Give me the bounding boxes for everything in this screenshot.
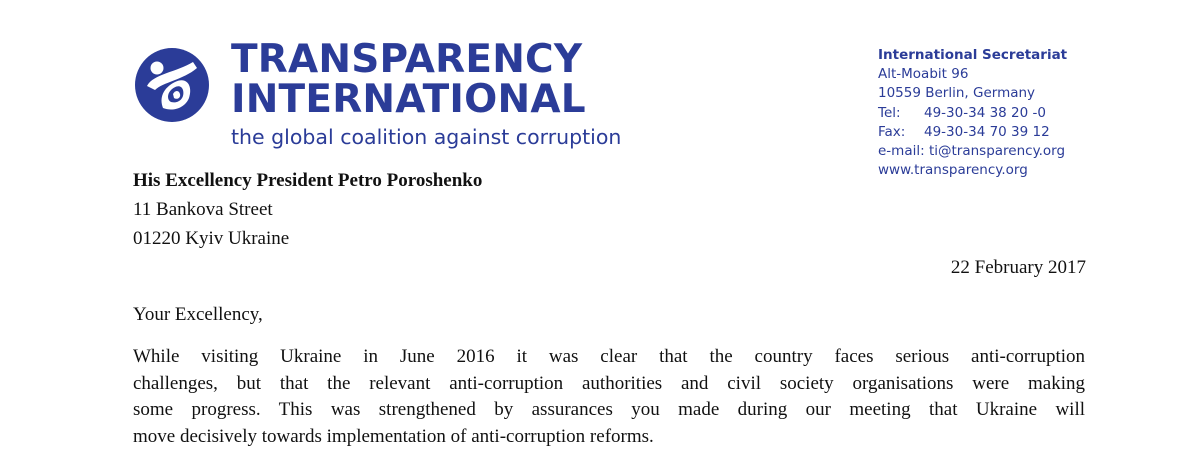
ti-figure-logo-icon: [133, 46, 211, 124]
letter-date: 22 February 2017: [950, 257, 1086, 278]
body-paragraph: [133, 344, 1085, 450]
recipient-street: 11 Bankova Street: [133, 199, 273, 220]
body-line-1: While visiting Ukraine in June 2016 it was clear that the country faces serious anti-corruption: [133, 346, 1085, 367]
sender-tel: [878, 104, 1067, 123]
sender-fax-value: 49-30-34 70 39 12: [924, 123, 1050, 140]
sender-street: Alt-Moabit 96: [878, 66, 969, 83]
sender-org: International Secretariat: [878, 47, 1068, 63]
sender-city: 10559 Berlin, Germany: [878, 85, 1036, 102]
recipient-address: [133, 166, 482, 253]
recipient-name: His Excellency President Petro Poroshenko: [133, 170, 483, 191]
body-line-2: challenges, but that the relevant anti-corruption authorities and civil society organisations were making: [133, 372, 1085, 394]
sender-tel-label: Tel:: [878, 104, 901, 121]
sender-fax: [878, 123, 1067, 142]
sender-tel-value: 49-30-34 38 20 -0: [924, 104, 1046, 121]
brand-tagline: the global coalition against corruption: [231, 125, 622, 149]
body-line-4: move decisively towards implementation of anti-corruption reforms.: [133, 425, 654, 447]
brand-block: [231, 37, 622, 150]
recipient-city: 01220 Kyiv Ukraine: [133, 228, 290, 249]
salutation: Your Excellency,: [133, 304, 263, 325]
sender-fax-label: Fax:: [878, 123, 906, 140]
sender-email: e-mail: ti@transparency.org: [878, 143, 1066, 160]
brand-name-line-1: TRANSPARENCY: [231, 37, 583, 82]
sender-address: [878, 46, 1067, 180]
sender-web: www.transparency.org: [878, 162, 1028, 179]
brand-name-line-2: INTERNATIONAL: [231, 77, 586, 122]
body-line-3: some progress. This was strengthened by assurances you made during our meeting that Ukraine will: [133, 399, 1085, 421]
